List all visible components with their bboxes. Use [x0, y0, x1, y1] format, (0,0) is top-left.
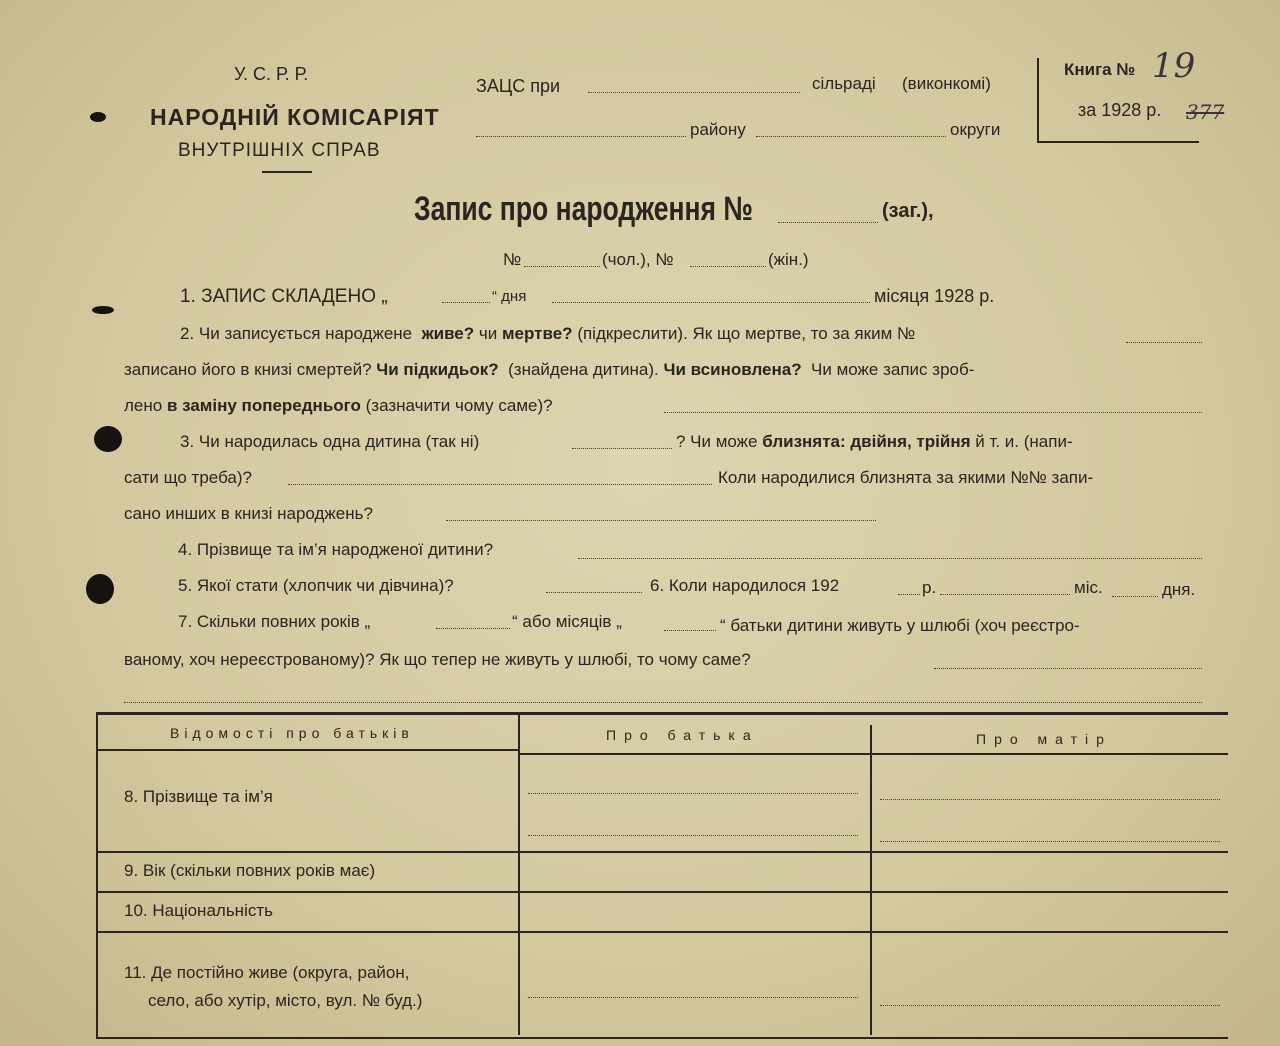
years-field[interactable] — [436, 628, 510, 629]
divider — [98, 749, 518, 751]
row-residence-2: село, або хутір, місто, вул. № буд.) — [148, 991, 423, 1010]
marriage-reason-field-2[interactable] — [124, 702, 1202, 703]
item6-b: р. — [922, 578, 937, 597]
t: 2. Чи записується народжене — [180, 324, 413, 343]
item1-b: “ дня — [492, 288, 527, 305]
item2-reason-field[interactable] — [664, 412, 1202, 413]
row-age: 9. Вік (скільки повних років має) — [124, 861, 376, 880]
punch-hole — [86, 574, 114, 604]
punch-hole — [94, 426, 122, 452]
t: живе? — [421, 324, 475, 343]
item1-c: місяця 1928 р. — [874, 286, 995, 306]
district-field[interactable] — [476, 136, 686, 137]
divider — [518, 753, 1228, 755]
book-number-handwritten: 19 — [1152, 46, 1196, 86]
struck-number: 377 — [1186, 100, 1225, 124]
t: мертве? — [501, 324, 573, 343]
zags-field[interactable] — [588, 92, 800, 93]
t: (зазначити чому саме)? — [365, 396, 553, 415]
female-label: (жін.) — [768, 250, 809, 269]
t: (знайдена дитина). — [508, 360, 659, 379]
item7-b: “ або місяців „ — [512, 612, 622, 631]
item7-c: “ батьки дитини живуть у шлюбі (хоч реєстро- — [720, 616, 1080, 635]
zags-prefix: ЗАЦС при — [476, 76, 561, 96]
item3-single-field[interactable] — [572, 448, 672, 449]
female-number-field[interactable] — [690, 266, 766, 267]
item3-l2a: сати що треба)? — [124, 468, 252, 487]
book-label: Книга № — [1064, 60, 1136, 79]
zags-village: сільраді — [812, 74, 876, 93]
divider — [518, 715, 520, 1035]
t: (підкреслити). Як що мертве, то за яким № — [577, 324, 916, 343]
divider — [98, 851, 1228, 853]
general-label: (заг.), — [882, 200, 934, 222]
male-label: (чол.), № — [602, 250, 674, 269]
punch-hole — [92, 306, 114, 314]
book-box-bottom — [1037, 141, 1199, 143]
header-parents-info: Відомості про батьків — [170, 725, 414, 741]
divider — [98, 931, 1228, 933]
item5: 5. Якої стати (хлопчик чи дівчина)? — [178, 576, 454, 595]
item3-l2b: Коли народилися близнята за якими №№ запи- — [718, 468, 1094, 487]
t: Чи підкидьок? — [376, 360, 499, 379]
mother-residence-field[interactable] — [880, 1005, 1220, 1006]
divider — [98, 891, 1228, 893]
no-label: № — [503, 250, 522, 269]
t: й т. и. (напи- — [975, 432, 1073, 451]
row-residence-1: 11. Де постійно живе (округа, район, — [124, 963, 410, 982]
okrug-label: округи — [950, 120, 1001, 139]
punch-hole — [90, 112, 106, 122]
item1-month-field[interactable] — [552, 302, 870, 303]
divider — [262, 171, 312, 173]
item4: 4. Прізвище та ім’я народженої дитини? — [178, 540, 494, 559]
republic-label: У. С. Р. Р. — [234, 64, 309, 84]
day-field[interactable] — [1112, 596, 1158, 597]
t: записано його в книзі смертей? — [124, 360, 372, 379]
item1-a: 1. ЗАПИС СКЛАДЕНО „ — [180, 286, 388, 307]
item7-l2: ваному, хоч нереєстрованому)? Як що тепер не живуть у шлюбі, то чому саме? — [124, 650, 751, 669]
sex-field[interactable] — [546, 592, 642, 593]
t: Чи може запис зроб- — [811, 360, 975, 379]
department-label: ВНУТРІШНІХ СПРАВ — [178, 140, 381, 161]
item3-l3: сано инших в книзі народжень? — [124, 504, 373, 523]
item3-a: 3. Чи народилась одна дитина (так ні) — [180, 432, 480, 451]
zags-exec: (виконкомі) — [902, 74, 991, 93]
row-name: 8. Прізвище та ім’я — [124, 787, 273, 806]
book-box-left — [1037, 58, 1039, 142]
item6-a: 6. Коли народилося 192 — [650, 576, 840, 595]
record-title: Запис про народження № — [414, 190, 753, 228]
district-label: району — [690, 120, 746, 139]
item2-line1 — [180, 324, 915, 344]
months-field[interactable] — [664, 630, 716, 631]
header-father: Про батька — [606, 727, 759, 743]
item3-line1-rest — [676, 432, 1073, 452]
record-number-field[interactable] — [778, 222, 878, 223]
item2-line2 — [124, 360, 974, 380]
child-name-field[interactable] — [578, 558, 1202, 559]
t: лено — [124, 396, 163, 415]
t: чи — [478, 324, 498, 343]
mother-name-field-2[interactable] — [880, 841, 1220, 842]
item2-line3 — [124, 396, 553, 416]
okrug-field[interactable] — [756, 136, 946, 137]
t: близнята: двійня, трійня — [762, 432, 971, 451]
father-name-field[interactable] — [528, 793, 858, 794]
father-name-field-2[interactable] — [528, 835, 858, 836]
item6-c: міс. — [1074, 578, 1103, 597]
t: Чи всиновлена? — [663, 360, 802, 379]
commissariat-label: НАРОДНІЙ КОМІСАРІЯТ — [150, 104, 440, 130]
t: в заміну попереднього — [166, 396, 361, 415]
divider — [870, 725, 872, 1035]
item3-twins-field[interactable] — [288, 484, 712, 485]
parents-table — [96, 712, 1228, 1039]
male-number-field[interactable] — [524, 266, 600, 267]
mother-name-field[interactable] — [880, 799, 1220, 800]
row-nationality: 10. Національність — [124, 901, 273, 920]
item6-d: дня. — [1162, 580, 1196, 599]
header-mother: Про матір — [976, 731, 1112, 747]
year-field[interactable] — [898, 594, 920, 595]
item7-a: 7. Скільки повних років „ — [178, 612, 371, 631]
item1-day-field[interactable] — [442, 302, 490, 303]
month-field[interactable] — [940, 594, 1070, 595]
item3-others-field[interactable] — [446, 520, 876, 521]
book-year: за 1928 р. — [1078, 100, 1162, 120]
marriage-reason-field[interactable] — [934, 668, 1202, 669]
item2-death-no-field[interactable] — [1126, 342, 1202, 343]
father-residence-field[interactable] — [528, 997, 858, 998]
t: ? Чи може — [676, 432, 758, 451]
